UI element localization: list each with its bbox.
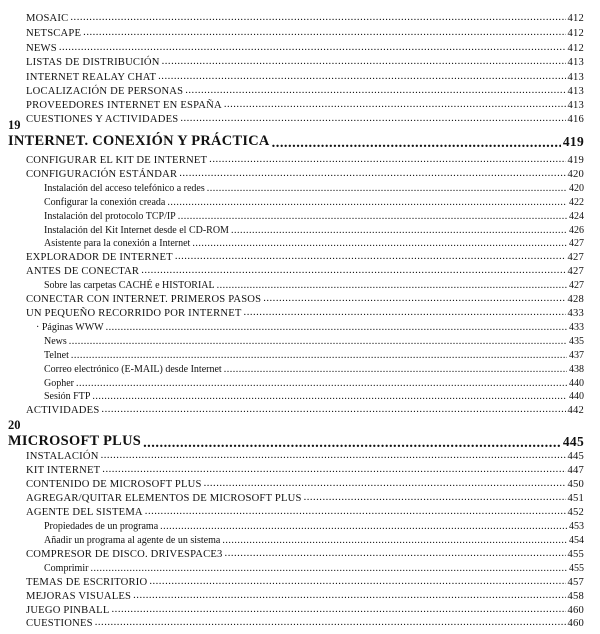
chapter-title-row — [8, 434, 584, 450]
toc-entry-label: CONFIGURAR EL KIT DE INTERNET — [26, 155, 208, 166]
dot-leader — [224, 365, 567, 375]
toc-subentry — [44, 182, 584, 194]
toc-entry-label: CONFIGURACIÓN ESTÁNDAR — [26, 169, 178, 180]
toc-entry-label: Propiedades de un programa — [44, 521, 159, 532]
toc-entry-page: 420 — [569, 183, 584, 194]
dot-leader — [149, 577, 565, 588]
toc-entry-page: 458 — [567, 591, 584, 602]
dot-leader — [244, 308, 566, 319]
dot-leader — [83, 28, 565, 39]
dot-leader — [185, 86, 565, 97]
toc-entry-label: CUESTIONES — [26, 618, 93, 629]
toc-entry — [26, 85, 584, 97]
toc-entry-page: 420 — [567, 169, 584, 180]
toc-entry-page: 452 — [567, 507, 584, 518]
dot-leader — [180, 114, 565, 125]
dot-leader — [112, 605, 566, 616]
toc-subentry — [44, 224, 584, 236]
toc-entry-page: 413 — [567, 100, 584, 111]
toc-subentry — [44, 335, 584, 347]
toc-entry-label: Instalación del Kit Internet desde el CD-ROM — [44, 225, 229, 236]
dot-leader — [133, 591, 565, 602]
toc-entry — [26, 12, 584, 24]
toc-entry-label: LOCALIZACIÓN DE PERSONAS — [26, 86, 184, 97]
toc-entry-page: 440 — [569, 378, 584, 389]
toc-entry-label: INTERNET REALAY CHAT — [26, 72, 157, 83]
toc-entry-label: EXPLORADOR DE INTERNET — [26, 252, 173, 263]
chapter-number: 20 — [8, 418, 21, 432]
toc-subentry — [44, 520, 584, 532]
toc-entry-page: 460 — [567, 605, 584, 616]
toc-entry — [26, 478, 584, 490]
toc-entry-page: 447 — [567, 465, 584, 476]
toc-entry-label: Instalación del protocolo TCP/IP — [44, 211, 176, 222]
toc-entry-page: 422 — [569, 197, 584, 208]
toc-entry-label: Configurar la conexión creada — [44, 197, 166, 208]
toc-entry-label: COMPRESOR DE DISCO. DRIVESPACE3 — [26, 549, 223, 560]
toc-entry-page: 424 — [569, 211, 584, 222]
toc-entry-page: 412 — [567, 43, 584, 54]
toc-entry — [26, 464, 584, 476]
toc-entry-label: Sesión FTP — [44, 391, 91, 402]
dot-leader — [272, 136, 561, 150]
toc-entry — [26, 113, 584, 125]
toc-entry-label: MOSAIC — [26, 13, 69, 24]
toc-entry-page: 413 — [567, 86, 584, 97]
chapter-title-row — [8, 134, 584, 150]
chapter-page: 419 — [562, 134, 584, 149]
toc-entry — [26, 604, 584, 616]
toc-entry-page: 437 — [569, 350, 584, 361]
toc-entry-label: CUESTIONES Y ACTIVIDADES — [26, 114, 179, 125]
dot-leader — [90, 564, 567, 574]
toc-entry-page: 442 — [567, 405, 584, 416]
toc-entry-label: Instalación del acceso telefónico a redes — [44, 183, 205, 194]
toc-subentry — [44, 237, 584, 249]
toc-entry-label: CONTENIDO DE MICROSOFT PLUS — [26, 479, 202, 490]
toc-entry — [26, 251, 584, 263]
toc-entry-label: News — [44, 336, 67, 347]
toc-entry-label: AGENTE DEL SISTEMA — [26, 507, 143, 518]
dot-leader — [76, 379, 567, 389]
toc-entry-page: 455 — [569, 563, 584, 574]
toc-entry-page: 427 — [569, 238, 584, 249]
toc-subentry — [44, 390, 584, 402]
toc-entry — [26, 42, 584, 54]
toc-entry-label: AGREGAR/QUITAR ELEMENTOS DE MICROSOFT PLUS — [26, 493, 302, 504]
toc-entry-page: 419 — [567, 155, 584, 166]
toc-entry — [26, 99, 584, 111]
toc-entry-label: · Páginas WWW — [36, 322, 104, 333]
dot-leader — [71, 351, 567, 361]
toc-entry — [26, 506, 584, 518]
toc-subentry — [44, 377, 584, 389]
toc-entry-page: 460 — [567, 618, 584, 629]
dot-leader — [101, 405, 565, 416]
chapter-number: 19 — [8, 118, 21, 132]
toc-entry — [26, 492, 584, 504]
toc-entry-page: 435 — [569, 336, 584, 347]
toc-subentry — [36, 321, 584, 333]
toc-entry — [26, 548, 584, 560]
toc-entry — [26, 450, 584, 462]
dot-leader — [207, 184, 567, 194]
toc-entry-label: TEMAS DE ESCRITORIO — [26, 577, 148, 588]
dot-leader — [224, 100, 566, 111]
toc-entry-label: NETSCAPE — [26, 28, 82, 39]
toc-entry-page: 454 — [569, 535, 584, 546]
toc-entry-page: 450 — [567, 479, 584, 490]
toc-subentry — [44, 534, 584, 546]
toc-entry-label: ACTIVIDADES — [26, 405, 100, 416]
dot-leader — [167, 198, 567, 208]
toc-entry — [26, 617, 584, 629]
dot-leader — [179, 169, 565, 180]
toc-entry-page: 427 — [567, 252, 584, 263]
toc-entry-page: 413 — [567, 57, 584, 68]
toc-subentry — [44, 562, 584, 574]
dot-leader — [192, 239, 567, 249]
dot-leader — [231, 226, 567, 236]
toc-entry-label: PROVEEDORES INTERNET EN ESPAÑA — [26, 100, 222, 111]
toc-entry — [26, 71, 584, 83]
toc-entry — [26, 56, 584, 68]
toc-entry-page: 455 — [567, 549, 584, 560]
dot-leader — [143, 436, 561, 450]
dot-leader — [175, 252, 566, 263]
toc-entry-page: 412 — [567, 28, 584, 39]
toc-entry-page: 427 — [569, 280, 584, 291]
dot-leader — [145, 507, 566, 518]
toc-entry-label: KIT INTERNET — [26, 465, 101, 476]
toc-entry-label: Gopher — [44, 378, 74, 389]
toc-entry-page: 451 — [567, 493, 584, 504]
dot-leader — [158, 72, 565, 83]
toc-entry-page: 457 — [567, 577, 584, 588]
toc-entry-page: 427 — [567, 266, 584, 277]
toc-entry-label: Comprimir — [44, 563, 89, 574]
toc-subentry — [44, 279, 584, 291]
toc-entry — [26, 590, 584, 602]
toc-entry-label: Correo electrónico (E-MAIL) desde Internet — [44, 364, 222, 375]
dot-leader — [304, 493, 566, 504]
toc-entry — [26, 168, 584, 180]
toc-entry-label: INSTALACIÓN — [26, 451, 99, 462]
toc-entry-label: JUEGO PINBALL — [26, 605, 110, 616]
toc-entry-label: Telnet — [44, 350, 69, 361]
dot-leader — [141, 266, 565, 277]
dot-leader — [204, 479, 566, 490]
dot-leader — [209, 155, 565, 166]
toc-entry — [26, 307, 584, 319]
dot-leader — [101, 451, 566, 462]
toc-entry — [26, 576, 584, 588]
chapter-title: INTERNET. CONEXIÓN Y PRÁCTICA — [8, 133, 270, 149]
toc-entry-label: ANTES DE CONECTAR — [26, 266, 140, 277]
toc-entry-page: 440 — [569, 391, 584, 402]
dot-leader — [70, 13, 565, 24]
toc-entry-label: NEWS — [26, 43, 57, 54]
toc-entry-page: 412 — [567, 13, 584, 24]
toc-entry-label: Sobre las carpetas CACHÉ e HISTORIAL — [44, 280, 215, 291]
toc-entry — [26, 154, 584, 166]
dot-leader — [225, 549, 566, 560]
dot-leader — [178, 212, 567, 222]
toc-entry-page: 428 — [567, 294, 584, 305]
toc-subentry — [44, 196, 584, 208]
dot-leader — [162, 57, 566, 68]
toc-entry-page: 433 — [569, 322, 584, 333]
dot-leader — [263, 294, 565, 305]
dot-leader — [106, 323, 567, 333]
toc-entry-page: 445 — [567, 451, 584, 462]
dot-leader — [69, 337, 567, 347]
toc-entry-page: 426 — [569, 225, 584, 236]
toc-entry — [26, 293, 584, 305]
dot-leader — [217, 281, 567, 291]
toc-entry-page: 413 — [567, 72, 584, 83]
dot-leader — [102, 465, 565, 476]
chapter-title: MICROSOFT PLUS — [8, 433, 142, 449]
toc-entry-label: Asistente para la conexión a Internet — [44, 238, 191, 249]
chapter-page: 445 — [562, 434, 584, 449]
dot-leader — [92, 392, 567, 402]
toc-subentry — [44, 210, 584, 222]
toc-entry-label: Añadir un programa al agente de un sistema — [44, 535, 221, 546]
toc-entry-label: CONECTAR CON INTERNET. PRIMEROS PASOS — [26, 294, 262, 305]
dot-leader — [95, 618, 566, 629]
toc-subentry — [44, 349, 584, 361]
toc-entry-label: LISTAS DE DISTRIBUCIÓN — [26, 57, 160, 68]
toc-entry — [26, 27, 584, 39]
toc-entry-label: MEJORAS VISUALES — [26, 591, 132, 602]
toc-entry-page: 416 — [567, 114, 584, 125]
toc-entry-page: 433 — [567, 308, 584, 319]
toc-entry-page: 438 — [569, 364, 584, 375]
toc-entry-page: 453 — [569, 521, 584, 532]
dot-leader — [160, 522, 567, 532]
dot-leader — [59, 43, 566, 54]
toc-entry-label: UN PEQUEÑO RECORRIDO POR INTERNET — [26, 308, 242, 319]
dot-leader — [222, 536, 567, 546]
toc-subentry — [44, 363, 584, 375]
toc-entry — [26, 404, 584, 416]
toc-entry — [26, 265, 584, 277]
